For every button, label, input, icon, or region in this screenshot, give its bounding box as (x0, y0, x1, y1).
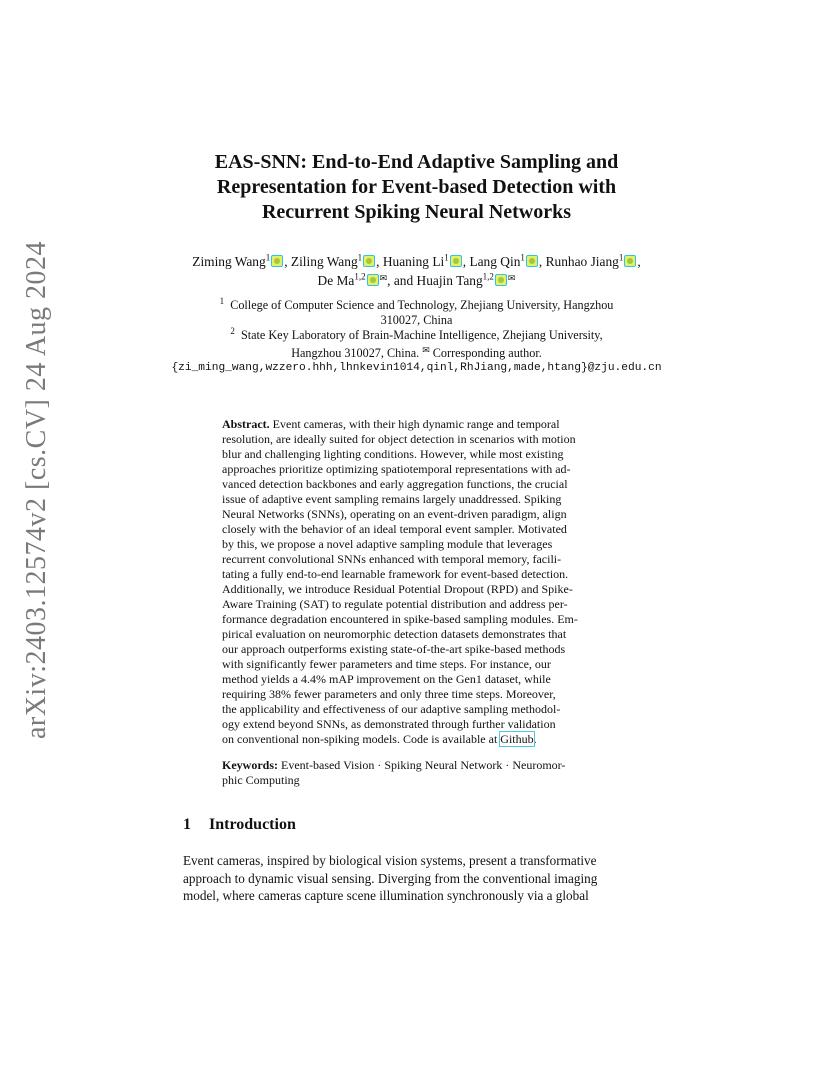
affiliation-number: 2 (230, 325, 235, 336)
title-line: Representation for Event-based Detection with (216, 176, 617, 198)
abstract-text: . (533, 732, 537, 746)
section-number: 1 (183, 816, 191, 833)
keywords-label: Keywords: (222, 758, 278, 772)
body-line: model, where cameras capture scene illumination synchronously via a global (183, 888, 589, 903)
abstract-line: by this, we propose a novel adaptive sampling module that leverages (222, 537, 553, 551)
affiliation-text: State Key Laboratory of Brain-Machine Intelligence, Zhejiang University, (240, 328, 603, 342)
author-separator: , (637, 254, 641, 269)
title-line: EAS-SNN: End-to-End Adaptive Sampling and (214, 151, 619, 173)
title-line: Recurrent Spiking Neural Networks (261, 201, 572, 223)
abstract-line: Aware Training (SAT) to regulate potential distribution and address per- (222, 597, 568, 611)
abstract-line: vanced detection backbones and early aggregation functions, the crucial (222, 477, 568, 491)
abstract-line: tating a fully end-to-end learnable framework for event-based detection. (222, 567, 569, 581)
author-name: Runhao Jiang (545, 254, 619, 269)
keywords-line: phic Computing (222, 773, 300, 787)
author-separator: , (284, 254, 291, 269)
author-affil-sup: 1,2 (354, 271, 366, 282)
author-affil-sup: 1 (618, 252, 624, 263)
author-separator: , (538, 254, 546, 269)
abstract-line (222, 417, 612, 432)
abstract-line: with significantly fewer parameters and time steps. For instance, our (222, 657, 551, 671)
envelope-icon: ✉ (507, 273, 516, 283)
author-name: Huaning Li (382, 254, 445, 269)
author-list (160, 253, 673, 289)
abstract (222, 417, 612, 747)
author-affil-sup: 1 (357, 252, 363, 263)
abstract-line: requiring 38% fewer parameters and only three time steps. Moreover, (222, 687, 556, 701)
corresponding-author-note: Corresponding author. (432, 346, 542, 360)
abstract-text: Event cameras, with their high dynamic range and temporal (272, 417, 560, 431)
abstract-line: method yields a 4.4% mAP improvement on the Gen1 dataset, while (222, 672, 551, 686)
section-title: Introduction (209, 816, 296, 833)
author-affil-sup: 1 (444, 252, 449, 263)
abstract-line: our approach outperforms existing state-of-the-art spike-based methods (222, 642, 566, 656)
affiliation-1-line-2: 310027, China (380, 313, 453, 327)
affiliation-2-line-1 (160, 325, 673, 343)
introduction-body (183, 852, 650, 905)
abstract-line: closely with the behavior of an ideal temporal event sampler. Motivated (222, 522, 567, 536)
abstract-line: Additionally, we introduce Residual Potential Dropout (RPD) and Spike- (222, 582, 573, 596)
abstract-line: pirical evaluation on neuromorphic detection datasets demonstrates that (222, 627, 567, 641)
abstract-line: Neural Networks (SNNs), operating on an event-driven paradigm, align (222, 507, 567, 521)
orcid-icon[interactable] (367, 274, 379, 286)
orcid-icon[interactable] (624, 255, 636, 267)
author-affil-sup: 1 (520, 252, 525, 263)
author-emails: {zi_ming_wang,wzzero.hhh,lhnkevin1014,qinl,RhJiang,made,htang}@zju.edu.cn (171, 362, 662, 374)
orcid-icon[interactable] (363, 255, 375, 267)
orcid-icon[interactable] (450, 255, 462, 267)
arxiv-identifier: arXiv:2403.12574v2 [cs.CV] 24 Aug 2024 (21, 240, 52, 740)
keywords-text: Event-based Vision · Spiking Neural Network · Neuromor- (281, 758, 566, 772)
abstract-label: Abstract. (222, 417, 270, 431)
body-line: Event cameras, inspired by biological vision systems, present a transformative (183, 853, 597, 868)
author-name: Lang Qin (469, 254, 521, 269)
abstract-line: approaches prioritize optimizing spatiotemporal representations with ad- (222, 462, 571, 476)
keywords (222, 758, 612, 788)
author-line-1 (160, 253, 673, 270)
abstract-line (222, 732, 612, 747)
affiliation-1-line-1 (160, 295, 673, 313)
orcid-icon[interactable] (526, 255, 538, 267)
affiliation-text: Hangzhou 310027, China. (291, 346, 420, 360)
section-heading-introduction (183, 816, 296, 834)
author-affil-sup: 1,2 (482, 271, 494, 282)
author-separator: , (462, 254, 470, 269)
github-link[interactable]: Github (500, 732, 534, 746)
abstract-line: formance degradation encountered in spike-based sampling modules. Em- (222, 612, 578, 626)
abstract-line: resolution, are ideally suited for object detection in scenarios with motion (222, 432, 576, 446)
abstract-line: issue of adaptive event sampling remains largely unaddressed. Spiking (222, 492, 562, 506)
arxiv-sidebar-stamp (21, 240, 52, 740)
author-name: Ziming Wang (192, 254, 266, 269)
envelope-icon: ✉ (422, 345, 430, 355)
paper-title (183, 150, 650, 225)
author-affil-sup: 1 (265, 252, 271, 263)
affiliation-number: 1 (219, 295, 225, 306)
body-line: approach to dynamic visual sensing. Diverging from the conventional imaging (183, 870, 598, 886)
envelope-icon: ✉ (379, 273, 388, 283)
affiliation-text: College of Computer Science and Technology, Zhejiang University, Hangzhou (230, 298, 614, 312)
abstract-line: ogy extend beyond SNNs, as demonstrated through further validation (222, 717, 556, 731)
author-name: Ziling Wang (290, 254, 358, 269)
affiliation-2-line-2 (160, 343, 673, 361)
orcid-icon[interactable] (495, 274, 507, 286)
author-separator: , (376, 254, 383, 269)
orcid-icon[interactable] (271, 255, 283, 267)
affiliations (160, 295, 673, 376)
abstract-text: on conventional non-spiking models. Code is available at (222, 732, 498, 746)
keywords-line (222, 758, 612, 773)
author-name: Huajin Tang (416, 273, 483, 288)
abstract-line: blur and challenging lighting conditions. However, while most existing (222, 447, 564, 461)
abstract-line: the applicability and effectiveness of our adaptive sampling methodol- (222, 702, 561, 716)
author-separator: , and (387, 273, 417, 288)
author-name: De Ma (317, 273, 355, 288)
author-line-2 (160, 270, 673, 289)
abstract-line: recurrent convolutional SNNs enhanced with temporal memory, facili- (222, 552, 562, 566)
